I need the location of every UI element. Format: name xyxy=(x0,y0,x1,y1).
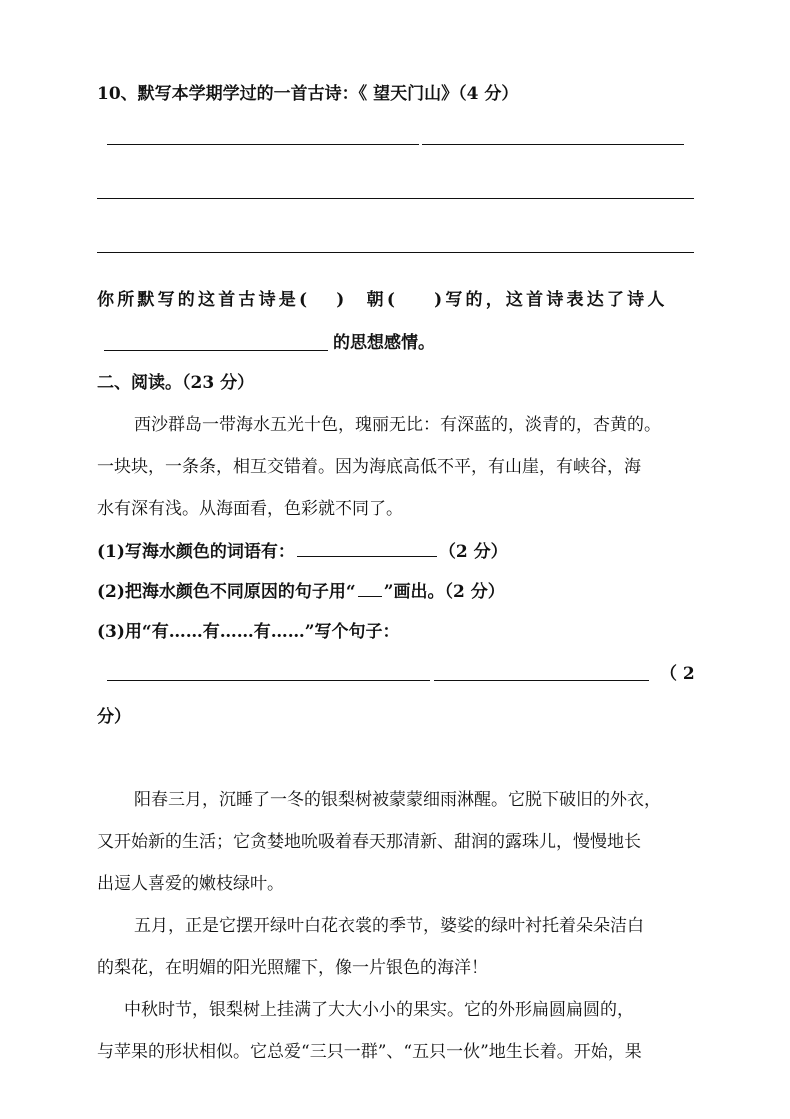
passage2-line-6: 中秋时节，银梨树上挂满了大大小小的果实。它的外形扁圆扁圆的， xyxy=(124,1000,634,1020)
question-3-score-cont: 分） xyxy=(97,707,131,727)
answer-line-3[interactable] xyxy=(97,252,694,253)
question-2-label: (2)把海水颜色不同原因的句子用“ xyxy=(97,582,356,602)
passage2-line-1: 阳春三月，沉睡了一冬的银梨树被蒙蒙细雨淋醒。它脱下破旧的外衣， xyxy=(134,790,661,810)
answer-line-1b[interactable] xyxy=(422,144,684,145)
q10-fill-a: 你所默写的这首古诗是( xyxy=(97,290,311,310)
q10-fill-sentence xyxy=(97,288,668,312)
question-1-label: (1)写海水颜色的词语有： xyxy=(97,542,295,562)
q10-fill-b: ) xyxy=(336,290,348,310)
question-3-answer-line-b[interactable] xyxy=(434,680,649,681)
q10-fill-d: )写的，这首诗表达了诗人 xyxy=(434,290,668,310)
question-1-blank[interactable] xyxy=(297,538,437,557)
passage1-line-3: 水有深有浅。从海面看，色彩就不同了。 xyxy=(97,499,403,519)
question-2 xyxy=(97,578,505,604)
section2-heading: 二、阅读。（23 分） xyxy=(97,373,255,393)
question-3-score: （ 2 xyxy=(660,664,695,684)
question-3-answer-line-a[interactable] xyxy=(107,680,430,681)
passage2-line-7: 与苹果的形状相似。它总爱“三只一群”、“五只一伙”地生长着。开始，果 xyxy=(97,1042,642,1062)
q10-fill-e: 的思想感情。 xyxy=(333,333,435,353)
question-3: (3)用“有……有……有……”写个句子： xyxy=(97,622,400,642)
passage1-line-1: 西沙群岛一带海水五光十色，瑰丽无比：有深蓝的，淡青的，杏黄的。 xyxy=(134,415,661,435)
feeling-answer-line[interactable] xyxy=(104,350,328,351)
q10-prompt: 10、默写本学期学过的一首古诗：《 望天门山》（4 分） xyxy=(97,84,519,104)
answer-line-2[interactable] xyxy=(97,198,694,199)
passage1-line-2: 一块块，一条条，相互交错着。因为海底高低不平，有山崖，有峡谷，海 xyxy=(97,457,641,477)
underline-mark-sample xyxy=(358,578,382,597)
q10-fill-c: 朝( xyxy=(366,290,399,310)
question-1-score: （2 分） xyxy=(438,542,508,562)
passage2-line-5: 的梨花，在明媚的阳光照耀下，像一片银色的海洋！ xyxy=(97,958,488,978)
answer-line-1a[interactable] xyxy=(107,144,419,145)
passage2-line-3: 出逗人喜爱的嫩枝绿叶。 xyxy=(97,874,284,894)
passage2-line-2: 又开始新的生活；它贪婪地吮吸着春天那清新、甜润的露珠儿，慢慢地长 xyxy=(97,832,641,852)
question-1 xyxy=(97,538,508,564)
passage2-line-4: 五月，正是它摆开绿叶白花衣裳的季节，婆娑的绿叶衬托着朵朵洁白 xyxy=(134,916,644,936)
question-2-mark: ”画出。（2 分） xyxy=(383,582,505,602)
